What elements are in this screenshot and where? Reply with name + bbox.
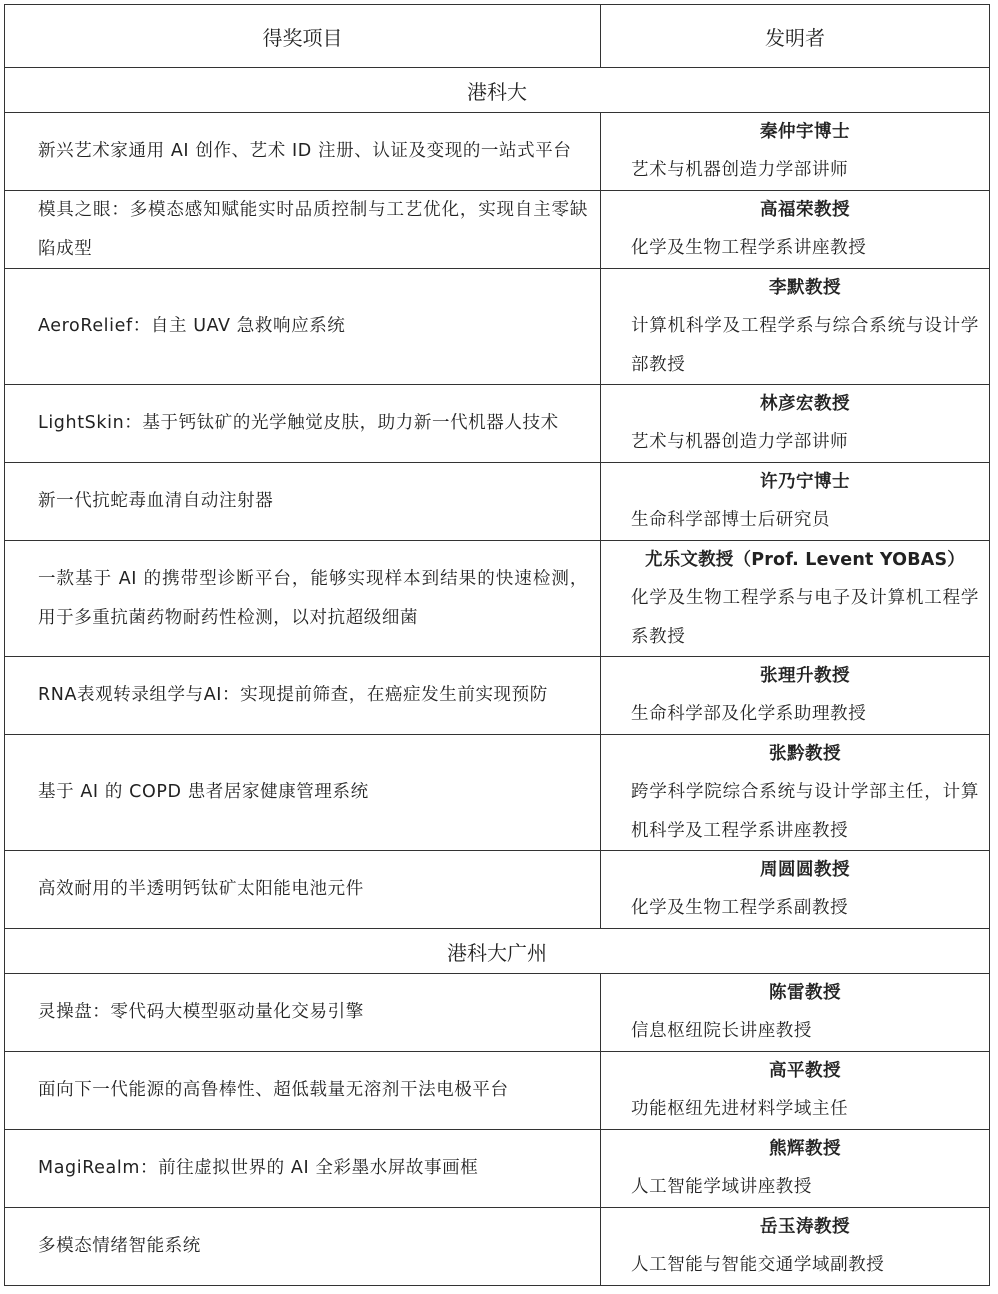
header-inventor: 发明者: [601, 5, 990, 68]
inventor-title: 人工智能学域讲座教授: [631, 1177, 812, 1198]
project-cell: 新一代抗蛇毒血清自动注射器: [5, 463, 601, 541]
inventor-cell: [601, 463, 990, 541]
inventor-cell: [601, 974, 990, 1052]
project-cell: 新兴艺术家通用 AI 创作、艺术 ID 注册、认证及变现的一站式平台: [5, 113, 601, 191]
project-cell: 高效耐用的半透明钙钛矿太阳能电池元件: [5, 851, 601, 929]
table-row: [5, 974, 990, 1052]
inventor-name: 李默教授: [769, 278, 841, 298]
group-row: [5, 929, 990, 974]
project-cell: AeroRelief：自主 UAV 急救响应系统: [5, 269, 601, 385]
inventor-title: 艺术与机器创造力学部讲师: [631, 160, 849, 181]
inventor-title: 化学及生物工程学系讲座教授: [631, 238, 867, 259]
table-row: [5, 657, 990, 735]
inventor-name: 岳玉涛教授: [760, 1217, 850, 1238]
inventor-title: 生命科学部及化学系助理教授: [631, 704, 867, 725]
inventor-title: 跨学科学院综合系统与设计学部主任，计算机科学及工程学系讲座教授: [631, 782, 979, 841]
table-row: [5, 851, 990, 929]
project-cell: 一款基于 AI 的携带型诊断平台，能够实现样本到结果的快速检测，用于多重抗菌药物耐药性检测，以对抗超级细菌: [5, 541, 601, 657]
header-project: 得奖项目: [5, 5, 601, 68]
inventor-title: 生命科学部博士后研究员: [631, 510, 831, 531]
table-row: [5, 191, 990, 269]
inventor-cell: [601, 1208, 990, 1286]
inventor-cell: [601, 657, 990, 735]
inventor-name: 熊辉教授: [769, 1139, 841, 1160]
inventor-name: 高福荣教授: [760, 200, 850, 221]
group-row: [5, 68, 990, 113]
inventor-cell: [601, 191, 990, 269]
inventor-title: 化学及生物工程学系与电子及计算机工程学系教授: [631, 588, 979, 647]
header-row: [5, 5, 990, 68]
table-row: [5, 463, 990, 541]
project-cell: 模具之眼：多模态感知赋能实时品质控制与工艺优化，实现自主零缺陷成型: [5, 191, 601, 269]
inventor-name: 高平教授: [769, 1061, 841, 1082]
inventor-title: 信息枢纽院长讲座教授: [631, 1021, 812, 1042]
inventor-title: 计算机科学及工程学系与综合系统与设计学部教授: [631, 316, 979, 375]
table-row: [5, 1052, 990, 1130]
inventor-name: 林彦宏教授: [760, 394, 850, 415]
project-cell: 面向下一代能源的高鲁棒性、超低载量无溶剂干法电极平台: [5, 1052, 601, 1130]
project-cell: 多模态情绪智能系统: [5, 1208, 601, 1286]
inventor-name: 周圆圆教授: [760, 860, 850, 881]
project-cell: RNA表观转录组学与AI：实现提前筛查，在癌症发生前实现预防: [5, 657, 601, 735]
table-row: [5, 113, 990, 191]
inventor-title: 化学及生物工程学系副教授: [631, 898, 849, 919]
inventor-cell: [601, 541, 990, 657]
project-cell: MagiRealm：前往虚拟世界的 AI 全彩墨水屏故事画框: [5, 1130, 601, 1208]
inventor-cell: [601, 1130, 990, 1208]
inventor-cell: [601, 385, 990, 463]
project-cell: 基于 AI 的 COPD 患者居家健康管理系统: [5, 735, 601, 851]
inventor-name: 秦仲宇博士: [760, 122, 850, 143]
project-cell: 灵操盘：零代码大模型驱动量化交易引擎: [5, 974, 601, 1052]
inventor-name: 陈雷教授: [769, 983, 841, 1004]
table-row: [5, 1208, 990, 1286]
table-row: [5, 541, 990, 657]
inventor-title: 艺术与机器创造力学部讲师: [631, 432, 849, 453]
inventor-cell: [601, 113, 990, 191]
project-cell: LightSkin：基于钙钛矿的光学触觉皮肤，助力新一代机器人技术: [5, 385, 601, 463]
inventor-name: 张黔教授: [769, 744, 841, 764]
inventor-cell: [601, 1052, 990, 1130]
inventor-title: 功能枢纽先进材料学域主任: [631, 1099, 849, 1120]
inventor-name: 张理升教授: [760, 666, 850, 687]
inventor-name: 尤乐文教授（Prof. Levent YOBAS）: [645, 550, 965, 570]
inventor-name: 许乃宁博士: [760, 472, 850, 493]
table-row: [5, 385, 990, 463]
group-label: 港科大: [5, 68, 990, 113]
inventor-cell: [601, 269, 990, 385]
table-row: [5, 269, 990, 385]
inventor-cell: [601, 851, 990, 929]
inventor-title: 人工智能与智能交通学域副教授: [631, 1255, 885, 1276]
awards-table: [4, 4, 990, 1286]
table-row: [5, 735, 990, 851]
group-label: 港科大广州: [5, 929, 990, 974]
inventor-cell: [601, 735, 990, 851]
table-row: [5, 1130, 990, 1208]
